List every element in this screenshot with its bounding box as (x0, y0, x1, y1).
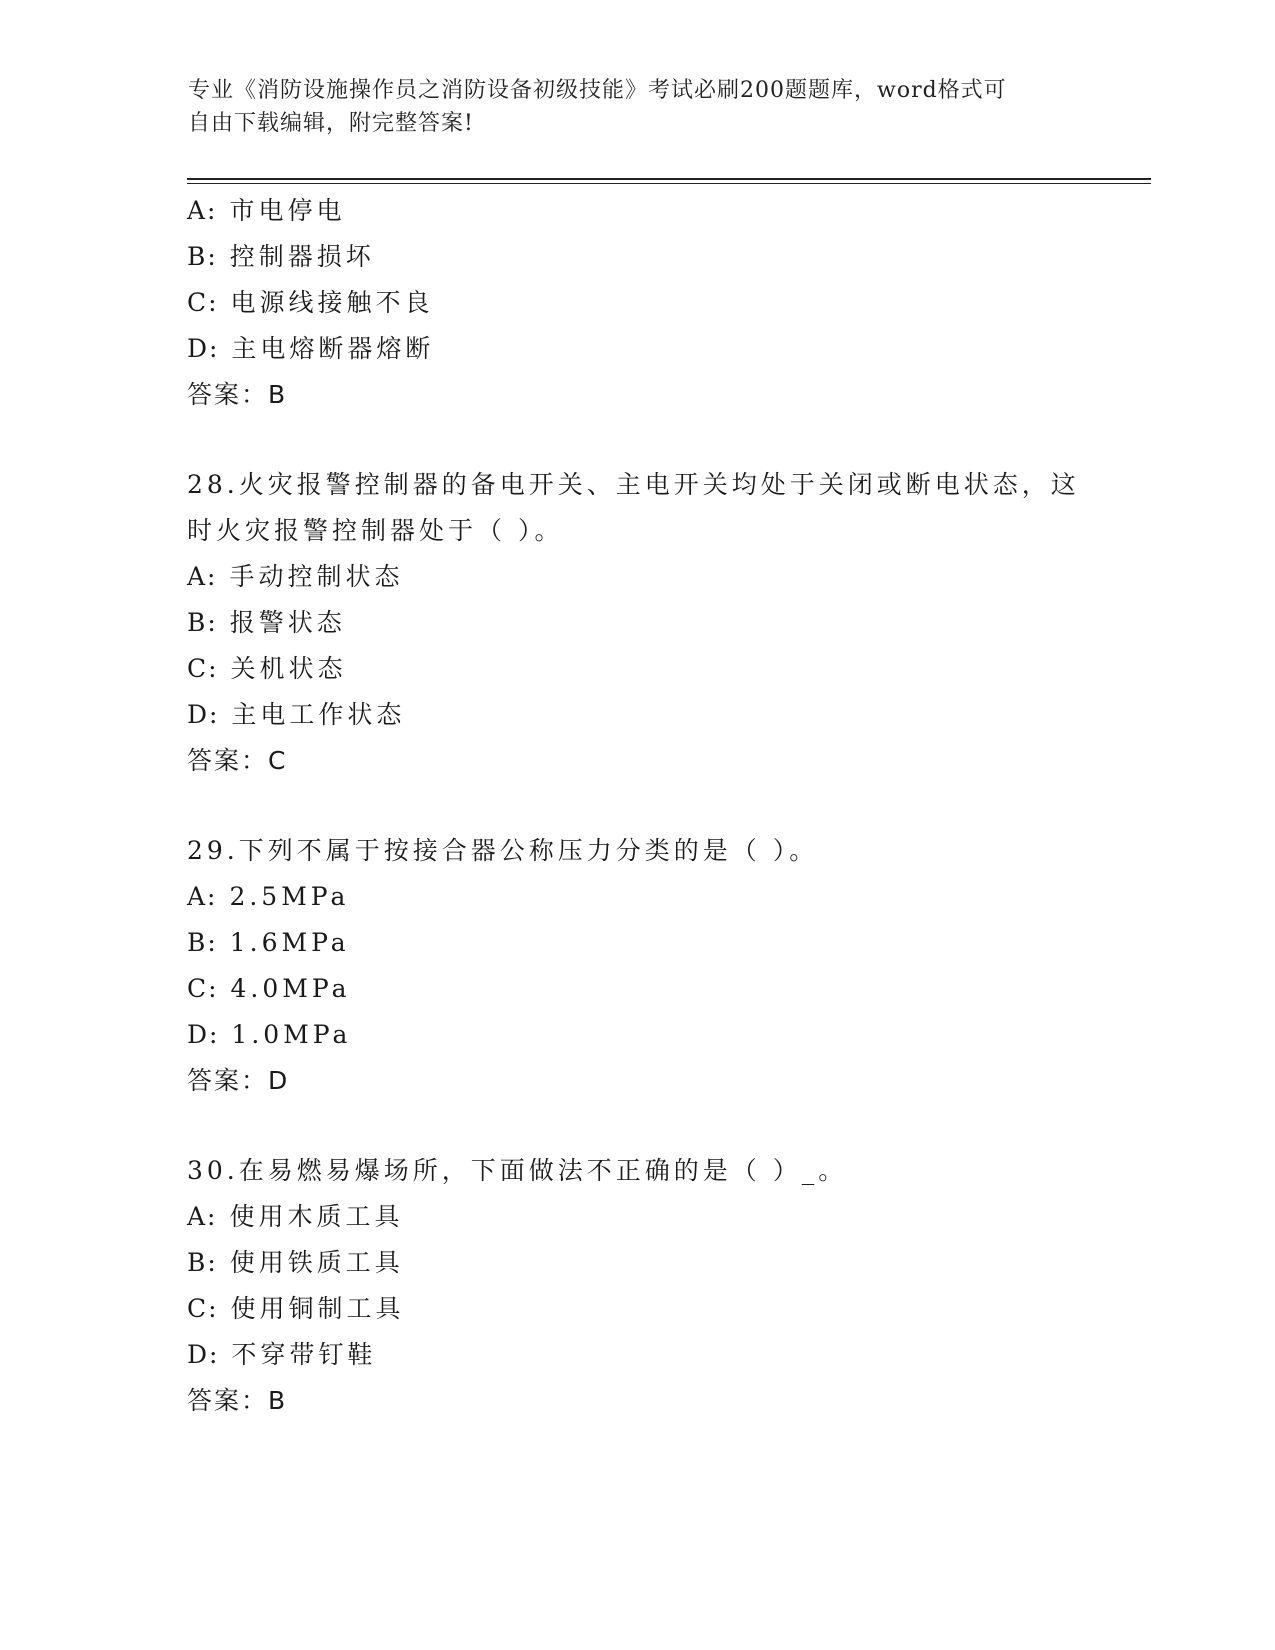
question-gap (187, 418, 1107, 462)
option-a (187, 1194, 1107, 1240)
option-label: A: (187, 1202, 218, 1231)
option-label: B: (187, 928, 218, 957)
option-text: 不穿带钉鞋 (231, 1340, 377, 1369)
option-label: D: (187, 700, 220, 729)
option-label: C: (187, 654, 219, 683)
option-text: 电源线接触不良 (230, 288, 434, 317)
option-a (187, 874, 1107, 920)
option-b (187, 1240, 1107, 1286)
option-label: D: (187, 1340, 220, 1369)
question-28 (187, 462, 1107, 784)
option-d (187, 1012, 1107, 1058)
option-c (187, 1286, 1107, 1332)
header-line-1: 专业《消防设施操作员之消防设备初级技能》考试必刷200题题库，word格式可 (188, 78, 1007, 103)
question-stem: 29.下列不属于按接合器公称压力分类的是（ ）。 (187, 836, 819, 865)
option-text: 控制器损坏 (229, 242, 375, 271)
answer-line: 答案：B (187, 380, 288, 409)
question-29 (187, 828, 1107, 1104)
option-text: 1.0MPa (231, 1020, 352, 1049)
option-text: 2.5MPa (229, 882, 350, 911)
question-gap (187, 784, 1107, 828)
option-text: 报警状态 (229, 608, 346, 637)
option-b (187, 234, 1107, 280)
header-line-2: 自由下载编辑，附完整答案! (188, 111, 474, 136)
option-b (187, 600, 1107, 646)
option-c (187, 280, 1107, 326)
question-carryover (187, 188, 1107, 418)
option-a (187, 554, 1107, 600)
option-label: B: (187, 1248, 218, 1277)
option-text: 使用铜制工具 (230, 1294, 405, 1323)
question-stem: 28.火灾报警控制器的备电开关、主电开关均处于关闭或断电状态，这 (187, 470, 1080, 499)
option-label: D: (187, 334, 220, 363)
option-label: A: (187, 562, 218, 591)
answer-line: 答案：D (187, 1066, 290, 1095)
header-rule-thin (187, 183, 1151, 184)
option-text: 手动控制状态 (229, 562, 404, 591)
question-30 (187, 1148, 1107, 1424)
question-list (187, 188, 1107, 1424)
option-label: C: (187, 288, 219, 317)
option-c (187, 966, 1107, 1012)
option-text: 主电熔断器熔断 (231, 334, 435, 363)
option-label: B: (187, 608, 218, 637)
question-stem: 30.在易燃易爆场所，下面做法不正确的是（ ）_。 (187, 1156, 848, 1185)
option-label: D: (187, 1020, 220, 1049)
option-text: 市电停电 (229, 196, 346, 225)
option-text: 关机状态 (230, 654, 347, 683)
option-text: 4.0MPa (230, 974, 351, 1003)
option-label: B: (187, 242, 218, 271)
option-b (187, 920, 1107, 966)
option-label: C: (187, 1294, 219, 1323)
option-text: 使用铁质工具 (229, 1248, 404, 1277)
option-c (187, 646, 1107, 692)
question-gap (187, 1104, 1107, 1148)
option-text: 1.6MPa (229, 928, 350, 957)
option-d (187, 326, 1107, 372)
question-stem: 时火灾报警控制器处于（ ）。 (187, 516, 564, 545)
answer-line: 答案：B (187, 1386, 288, 1415)
header-rule-thick (187, 178, 1151, 180)
option-label: A: (187, 882, 218, 911)
option-text: 主电工作状态 (231, 700, 406, 729)
option-a (187, 188, 1107, 234)
document-header (188, 74, 1068, 140)
option-label: A: (187, 196, 218, 225)
option-d (187, 1332, 1107, 1378)
answer-line: 答案：C (187, 746, 288, 775)
option-text: 使用木质工具 (229, 1202, 404, 1231)
option-label: C: (187, 974, 219, 1003)
option-d (187, 692, 1107, 738)
